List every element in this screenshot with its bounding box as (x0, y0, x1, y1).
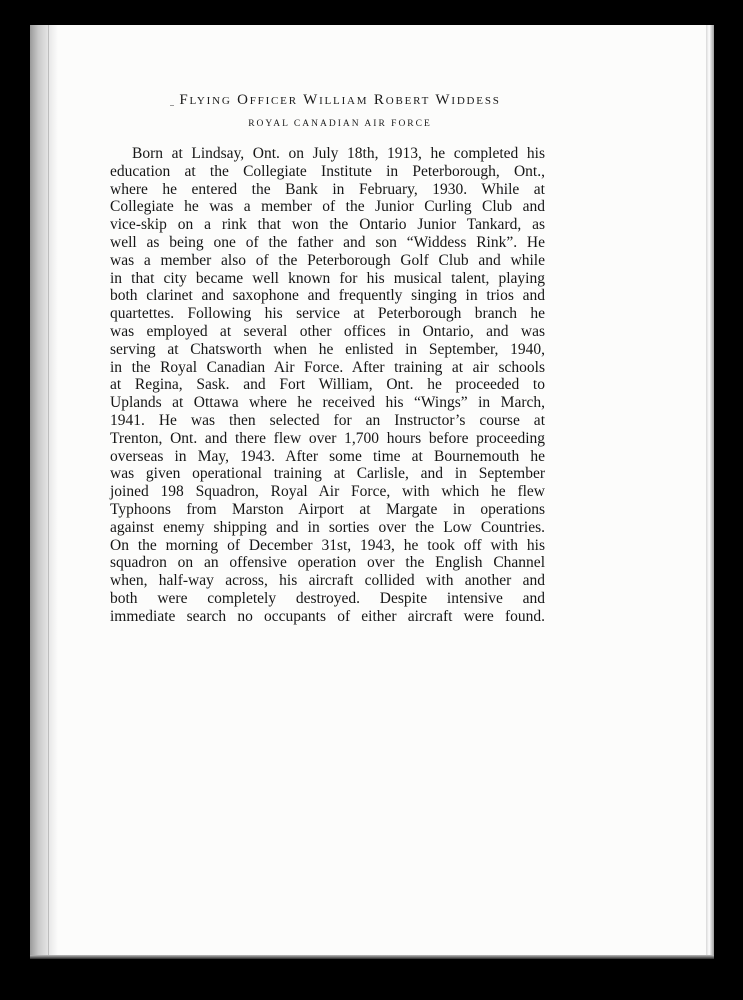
text-line: was given operational training at Carlisle, and in September (110, 465, 545, 483)
text-line: well as being one of the father and son “Widdess Rink”. He (110, 233, 545, 251)
text-line: in the Royal Canadian Air Force. After training at air schools (110, 358, 545, 376)
text-line: overseas in May, 1943. After some time at Bournemouth he (110, 447, 545, 465)
text-line: Trenton, Ont. and there flew over 1,700 hours before proceeding (110, 429, 545, 447)
text-line: against enemy shipping and in sorties over the Low Countries. (110, 518, 545, 536)
text-line: Typhoons from Marston Airport at Margate in operations (110, 500, 545, 518)
page-right-edge (706, 25, 714, 957)
text-line: 1941. He was then selected for an Instructor’s course at (110, 411, 545, 429)
text-line: Born at Lindsay, Ont. on July 18th, 1913, he completed his (132, 145, 545, 162)
text-line: was employed at several other offices in Ontario, and was (110, 322, 545, 340)
text-line: serving at Chatsworth when he enlisted in September, 1940, (110, 340, 545, 358)
text-line: at Regina, Sask. and Fort William, Ont. he proceeded to (110, 376, 545, 394)
body-paragraph (110, 145, 545, 626)
text-line: quartettes. Following his service at Peterborough branch he (110, 305, 545, 323)
text-line: immediate search no occupants of either aircraft were found. (110, 607, 545, 625)
text-line: both were completely destroyed. Despite intensive and (110, 589, 545, 607)
page-bottom-edge (30, 955, 714, 959)
text-line: squadron on an offensive operation over the English Channel (110, 554, 545, 572)
gutter-shadow (30, 25, 58, 957)
text-line: in that city became well known for his musical talent, playing (110, 269, 545, 287)
text-line: education at the Collegiate Institute in Peterborough, Ont., (110, 162, 545, 180)
text-line: On the morning of December 31st, 1943, he took off with his (110, 536, 545, 554)
text-line: when, half-way across, his aircraft collided with another and (110, 572, 545, 590)
text-line: joined 198 Squadron, Royal Air Force, with which he flew (110, 483, 545, 501)
text-line: Collegiate he was a member of the Junior Curling Club and (110, 198, 545, 216)
text-line: vice-skip on a rink that won the Ontario Junior Tankard, as (110, 216, 545, 234)
text-line: where he entered the Bank in February, 1930. While at (110, 180, 545, 198)
text-line: was a member also of the Peterborough Golf Club and while (110, 251, 545, 269)
text-line: both clarinet and saxophone and frequently singing in trios and (110, 287, 545, 305)
page-title: Flying Officer William Robert Widdess (179, 92, 501, 108)
gutter-line (48, 25, 49, 957)
text-line: Uplands at Ottawa where he received his “Wings” in March, (110, 394, 545, 412)
page-subtitle: ROYAL CANADIAN AIR FORCE (248, 119, 432, 129)
